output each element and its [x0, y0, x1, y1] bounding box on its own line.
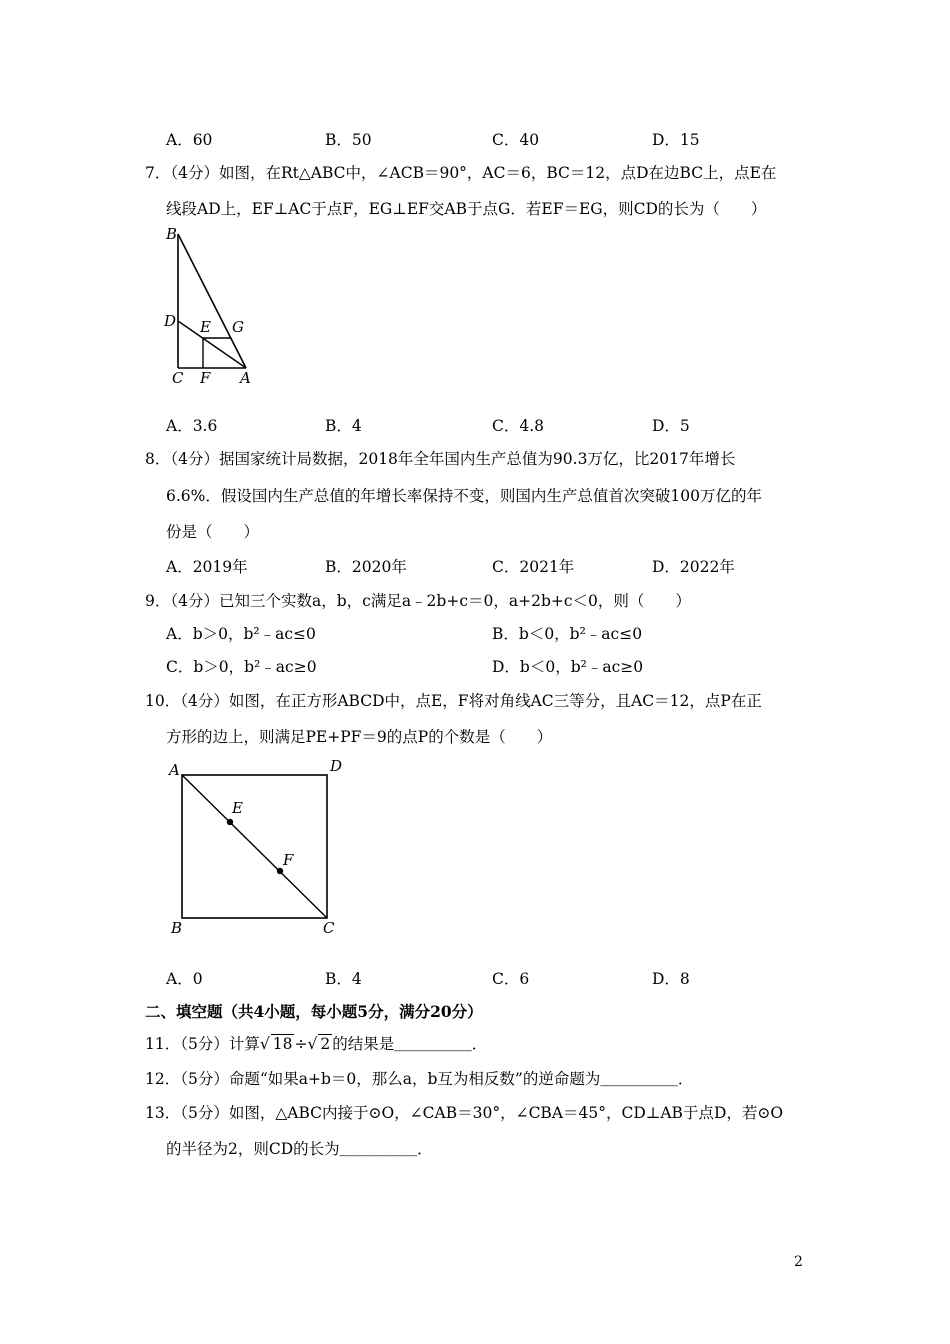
q10-label-d: D — [330, 757, 343, 775]
q7-stem-line1: 7．（4分）如图，在Rt△ABC中，∠ACB＝90°，AC＝6，BC＝12，点D在边BC上，点E在 — [145, 164, 777, 182]
q11-suffix: 的结果是＿＿＿＿＿． — [332, 1035, 488, 1053]
q7-option-a: A．3.6 — [166, 417, 218, 435]
q7-label-f: F — [200, 369, 211, 387]
q9-option-b: B．b＜0，b²﹣ac≤0 — [492, 625, 643, 643]
q8-option-c: C．2021年 — [492, 558, 575, 576]
q10-label-f: F — [283, 851, 294, 869]
q10-figure-square — [160, 755, 360, 940]
q9-option-a: A．b＞0，b²﹣ac≤0 — [166, 625, 316, 643]
q10-option-d: D．8 — [652, 970, 690, 988]
q7-option-d: D．5 — [652, 417, 690, 435]
q10-option-b: B．4 — [325, 970, 362, 988]
q10-label-a: A — [169, 761, 180, 779]
q11-stem — [145, 1032, 487, 1054]
q13-stem-line1: 13．（5分）如图，△ABC内接于⊙O，∠CAB＝30°，∠CBA＝45°，CD⊥AB于点D，若⊙O — [145, 1104, 784, 1122]
q7-label-e: E — [200, 318, 211, 336]
q8-stem-line1: 8．（4分）据国家统计局数据，2018年全年国内生产总值为90.3万亿，比2017年增长 — [145, 450, 736, 468]
q10-option-c: C．6 — [492, 970, 530, 988]
q7-label-c: C — [172, 369, 184, 387]
q8-option-d: D．2022年 — [652, 558, 735, 576]
q10-point-e — [227, 819, 233, 825]
q10-label-e: E — [232, 799, 243, 817]
q6-option-c: C．40 — [492, 131, 540, 149]
q11-sqrt-2: √ 2 — [307, 1035, 331, 1053]
q7-label-g: G — [232, 318, 244, 336]
q7-figure-triangle — [160, 224, 270, 389]
q9-option-d: D．b＜0，b²﹣ac≥0 — [492, 658, 644, 676]
q13-stem-line2: 的半径为2，则CD的长为＿＿＿＿＿． — [166, 1140, 433, 1158]
section2-heading: 二、填空题（共4小题，每小题5分，满分20分） — [145, 1002, 483, 1021]
q7-option-c: C．4.8 — [492, 417, 545, 435]
q10-diagonal-ac — [182, 775, 327, 918]
q8-option-a: A．2019年 — [166, 558, 248, 576]
q7-label-b: B — [166, 225, 178, 243]
q11-prefix: 11．（5分）计算 — [145, 1035, 260, 1053]
q10-option-a: A．0 — [166, 970, 203, 988]
page-number: 2 — [794, 1254, 803, 1270]
q9-stem-line1: 9．（4分）已知三个实数a，b，c满足a﹣2b+c＝0，a+2b+c＜0，则（ ） — [145, 592, 691, 610]
q9-option-c: C．b＞0，b²﹣ac≥0 — [166, 658, 317, 676]
q10-stem-line2: 方形的边上，则满足PE+PF＝9的点P的个数是（ ） — [166, 728, 553, 746]
q8-stem-line3: 份是（ ） — [166, 523, 260, 541]
q7-label-d: D — [164, 312, 177, 330]
q7-side-ab — [178, 234, 246, 368]
q12-stem: 12．（5分）命题“如果a+b＝0，那么a，b互为相反数”的逆命题为＿＿＿＿＿． — [145, 1070, 694, 1088]
q8-option-b: B．2020年 — [325, 558, 407, 576]
q11-divide: ÷ — [294, 1035, 308, 1053]
q7-stem-line2: 线段AD上，EF⊥AC于点F，EG⊥EF交AB于点G．若EF＝EG，则CD的长为（ ） — [166, 200, 767, 218]
q7-option-b: B．4 — [325, 417, 362, 435]
q6-option-b: B．50 — [325, 131, 372, 149]
q7-label-a: A — [240, 369, 251, 387]
q10-stem-line1: 10．（4分）如图，在正方形ABCD中，点E，F将对角线AC三等分，且AC＝12，点P在正 — [145, 692, 762, 710]
q8-stem-line2: 6.6%．假设国内生产总值的年增长率保持不变，则国内生产总值首次突破100万亿的年 — [166, 487, 762, 505]
q10-label-c: C — [323, 919, 335, 937]
q11-sqrt-18: √ 18 — [259, 1035, 293, 1053]
q10-label-b: B — [171, 919, 183, 937]
q6-option-d: D．15 — [652, 131, 700, 149]
q6-option-a: A．60 — [166, 131, 213, 149]
